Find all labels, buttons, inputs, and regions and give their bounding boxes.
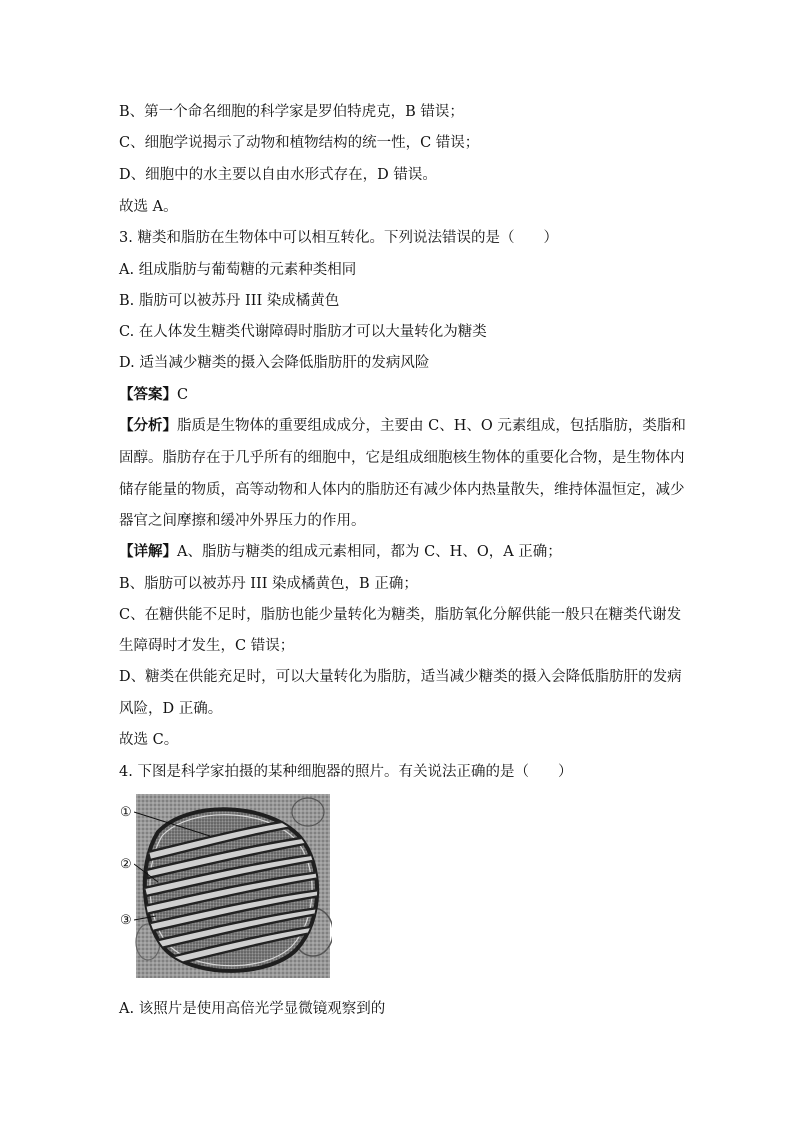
- line-c-wrong: C、细胞学说揭示了动物和植物结构的统一性，C 错误；: [119, 135, 480, 151]
- line-select-c: 故选 C。: [119, 732, 179, 748]
- q3-option-d: D. 适当减少糖类的摄入会降低脂肪肝的发病风险: [119, 355, 430, 371]
- detail-line-5: D、糖类在供能充足时，可以大量转化为脂肪，适当减少糖类的摄入会降低脂肪肝的发病: [119, 669, 682, 685]
- question-3: 3. 糖类和脂肪在生物体中可以相互转化。下列说法错误的是（ ）: [119, 230, 558, 246]
- detail-line-2: B、脂肪可以被苏丹 III 染成橘黄色，B 正确；: [119, 576, 418, 592]
- line-d-wrong: D、细胞中的水主要以自由水形式存在，D 错误。: [119, 167, 437, 183]
- detail-line-1: [119, 542, 562, 562]
- detail-line-4: 生障碍时才发生，C 错误；: [119, 638, 295, 654]
- line-b-wrong: B、第一个命名细胞的科学家是罗伯特虎克，B 错误；: [119, 104, 464, 120]
- line-select-a: 故选 A。: [119, 199, 178, 215]
- marker-2: ②: [120, 857, 132, 872]
- analysis-line-4: 器官之间摩擦和缓冲外界压力的作用。: [119, 513, 366, 529]
- marker-3: ③: [120, 913, 132, 928]
- q4-option-a: A. 该照片是使用高倍光学显微镜观察到的: [119, 1001, 386, 1017]
- answer-line: [119, 385, 188, 405]
- analysis-line-2: 固醇。脂肪存在于几乎所有的细胞中，它是组成细胞核生物体的重要化合物，是生物体内: [119, 450, 685, 466]
- answer-value: C: [177, 387, 189, 403]
- detail-line-6: 风险，D 正确。: [119, 701, 223, 717]
- q3-option-a: A. 组成脂肪与葡萄糖的元素种类相同: [119, 262, 357, 278]
- question-4: 4. 下图是科学家拍摄的某种细胞器的照片。有关说法正确的是（ ）: [119, 764, 573, 780]
- detail-text-1: A、脂肪与糖类的组成元素相同，都为 C、H、O，A 正确；: [177, 544, 562, 560]
- mitochondrion-micrograph: [118, 792, 332, 980]
- analysis-text-1: 脂质是生物体的重要组成成分，主要由 C、H、O 元素组成，包括脂肪，类脂和: [177, 418, 686, 434]
- q3-option-b: B. 脂肪可以被苏丹 III 染成橘黄色: [119, 293, 340, 309]
- marker-1: ①: [120, 805, 132, 820]
- analysis-line-1: [119, 416, 686, 436]
- answer-label: 【答案】: [119, 386, 177, 403]
- detail-line-3: C、在糖供能不足时，脂肪也能少量转化为糖类，脂肪氧化分解供能一般只在糖类代谢发: [119, 607, 682, 623]
- analysis-line-3: 储存能量的物质，高等动物和人体内的脂肪还有减少体内热量散失，维持体温恒定，减少: [119, 482, 685, 498]
- analysis-label: 【分析】: [119, 417, 177, 434]
- q3-option-c: C. 在人体发生糖类代谢障碍时脂肪才可以大量转化为糖类: [119, 324, 487, 340]
- detail-label: 【详解】: [119, 543, 177, 560]
